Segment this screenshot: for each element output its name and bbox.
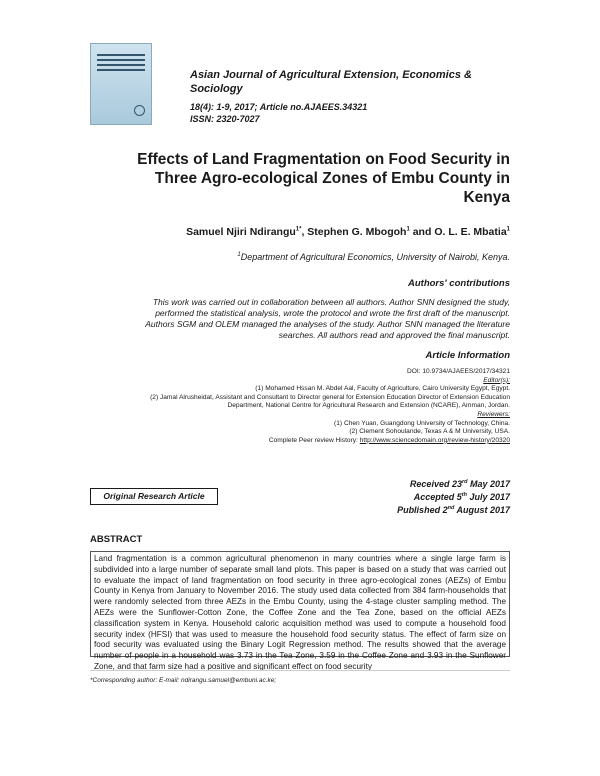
publication-dates	[397, 477, 510, 516]
editor-entry: (1) Mohamed Hssan M. Abdel Aal, Faculty of Agriculture, Cairo University Egypt, Egypt.	[255, 385, 510, 393]
journal-name: Asian Journal of Agricultural Extension, Economics & Sociology	[190, 69, 472, 95]
author-name: O. L. E. Mbatia	[434, 226, 507, 238]
title-line-1: Effects of Land Fragmentation on Food Security in	[137, 151, 510, 168]
received-date: Received 23rd May 2017	[409, 479, 510, 489]
abstract-box	[90, 551, 510, 671]
corresponding-author-footnote: *Corresponding author: E-mail: ndirangu.samuel@embuni.ac.ke;	[90, 677, 277, 684]
author-affiliation-mark: 1*	[295, 226, 302, 233]
editor-entry: Department, National Centre for Agricultural Research and Extension (NCARE), Amman, Jordan.	[227, 402, 510, 410]
author-affiliation-mark: 1	[406, 226, 410, 233]
footnote-divider	[90, 670, 510, 671]
published-date: Published 2nd August 2017	[397, 505, 510, 515]
contributions-heading: Authors' contributions	[408, 278, 510, 289]
title-line-2: Three Agro-ecological Zones of Embu County in	[154, 170, 510, 187]
author-affiliation-mark: 1	[506, 226, 510, 233]
peer-review-history: Complete Peer review History: http://www.sciencedomain.org/review-history/20320	[268, 436, 510, 444]
accepted-date: Accepted 5th July 2017	[413, 492, 510, 502]
journal-seal-icon	[134, 105, 145, 116]
journal-citation: 18(4): 1-9, 2017; Article no.AJAEES.34321	[190, 102, 368, 112]
peer-review-history-link[interactable]: http://www.sciencedomain.org/review-history/20320	[359, 436, 510, 444]
article-info-heading: Article Information	[425, 350, 510, 361]
author-name: Stephen G. Mbogoh	[307, 226, 407, 238]
article-info	[80, 368, 510, 445]
author-name: Samuel Njiri Ndirangu	[186, 226, 296, 238]
contributions-text: This work was carried out in collaboration between all authors. Author SNN designed the study, performed the statistical analysis, wrote the protocol and wrote the first draft of the manuscript. Authors SGM and OLEM managed the analyses of the study. Author SNN managed the literature searches. All authors read and approved the final manuscript.	[145, 297, 510, 340]
doi: DOI: 10.9734/AJAEES/2017/34321	[406, 368, 510, 375]
journal-meta	[190, 101, 367, 125]
reviewer-entry: (1) Chen Yuan, Guangdong University of Technology, China.	[334, 419, 510, 427]
abstract-text: Land fragmentation is a common agricultural phenomenon in many countries where a single large farm is subdivided into a large number of separate small land plots. This paper is based on a study that was carried out to evaluate the impact of land fragmentation on food security in three agro-ecological zones (AEZs) of Embu County in Kenya from January to November 2016. The study used data collected from 384 farm-households that were randomly selected from three AEZs in the Embu County, using the 4-stage cluster sampling method. The AEZs were the Sunflower-Cotton Zone, the Coffee Zone and the Tea Zone, based on the official AEZs classification system in Kenya. Household caloric acquisition method was used to compute a household food security index (HFSI) that was used to measure the household food security status. The effect of farm size on food security was evaluated using the Binary Logit Regression method. The results showed that the average number of people in a household was 3.73 in the Tea Zone, 3.59 in the Coffee Zone and 3.93 in the Sunflower Zone, and that farm size had a positive and significant effect on food security	[94, 554, 506, 671]
reviewer-entry: (2) Clement Sohoulande, Texas A & M University, USA.	[349, 428, 510, 436]
article-type-badge: Original Research Article	[90, 488, 218, 505]
author-list: Samuel Njiri Ndirangu$^{1*}$, Stephen G. Mbogoh$^1$ and O. L. E. Mbatia$^1$	[186, 226, 510, 238]
journal-cover-thumbnail	[90, 43, 152, 125]
abstract-heading: ABSTRACT	[90, 534, 143, 545]
affiliation: $^1$Department of Agricultural Economics, University of Nairobi, Kenya.	[237, 252, 510, 262]
journal-issn: ISSN: 2320-7027	[190, 114, 260, 124]
editor-entry: (2) Jamal Alrusheidat, Assistant and Consultant to Director general for Extension Education Director of Extension Education	[150, 393, 510, 401]
paper-title	[90, 150, 510, 207]
editors-label: Editor(s):	[483, 376, 510, 384]
reviewers-label: Reviewers:	[477, 410, 510, 418]
title-line-3: Kenya	[463, 189, 510, 206]
